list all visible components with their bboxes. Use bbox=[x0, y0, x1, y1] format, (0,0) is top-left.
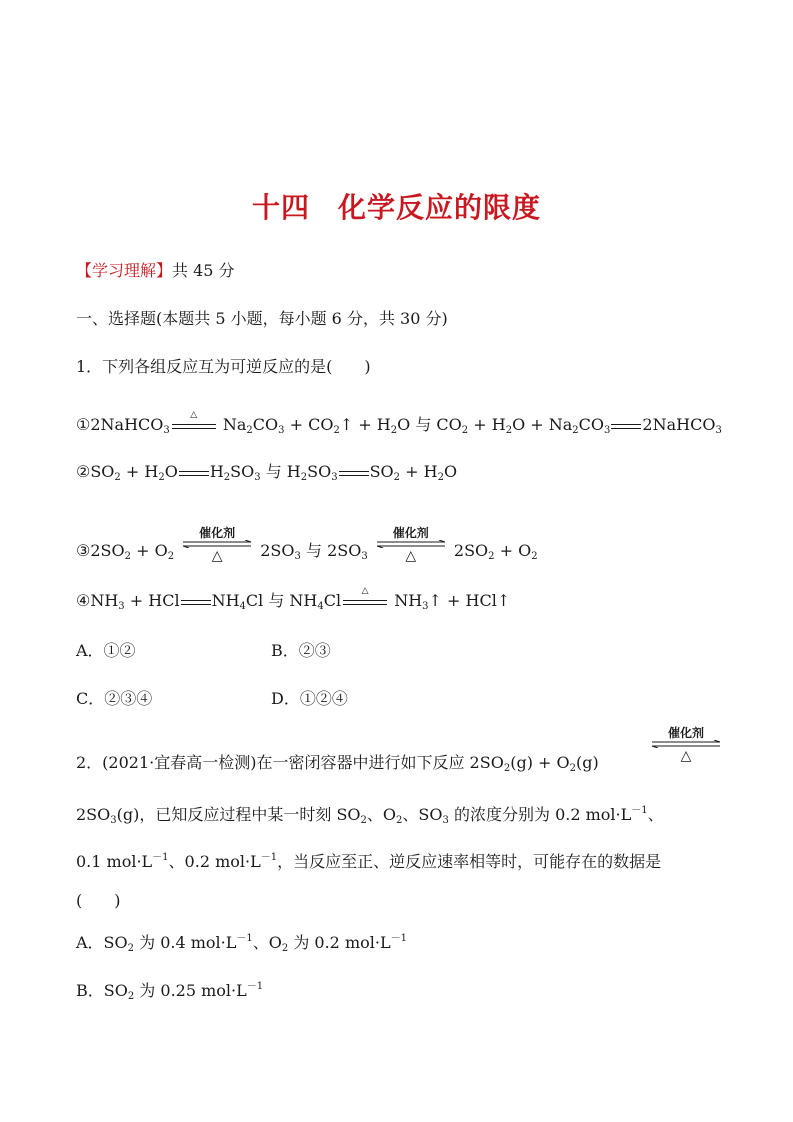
q1-option-b[interactable]: B．②③ bbox=[271, 641, 331, 660]
q2-option-a[interactable]: A．$SO_2$ 为 0.4 $mol\cdot L^{-1}$、$O_2$ 为 0.2 $mol\cdot L^{-1}$ bbox=[76, 933, 407, 954]
section-label: 【学习理解】 bbox=[76, 261, 173, 280]
reversible-catalyst-arrow: 催化剂 △ bbox=[375, 526, 447, 566]
q1-pair-4: $④NH_3$ + HCl $NH_4Cl$ 与 $NH_4Cl$ △ $NH_3↑$ + HCl↑ bbox=[76, 585, 511, 612]
reversible-catalyst-arrow: 催化剂 △ bbox=[181, 526, 253, 566]
part1-heading: 一、选择题(本题共 5 小题，每小题 6 分，共 30 分) bbox=[76, 309, 448, 328]
page-title: 十四 化学反应的限度 bbox=[251, 191, 542, 224]
q1-pair-2: $②SO_2 + H_2O$ $H_2SO_3$ 与 $H_2SO_3$ $SO_2 + H_2O$ bbox=[76, 462, 458, 483]
question-2-line-1: 2．(2021·宜春高一检测)在一密闭容器中进行如下反应 $2SO_2(g) + O_2(g)$ bbox=[76, 753, 599, 774]
q1-option-c[interactable]: C．②③④ bbox=[76, 689, 153, 708]
equals-sign bbox=[339, 466, 369, 480]
equals-sign bbox=[181, 595, 211, 609]
q1-option-d[interactable]: D．①②④ bbox=[271, 689, 348, 708]
section-score: 共 45 分 bbox=[172, 261, 235, 280]
question-1-stem: 1．下列各组反应互为可逆反应的是( ) bbox=[76, 357, 371, 376]
section-header bbox=[76, 260, 235, 282]
q2-reversible-catalyst-arrow: 催化剂 △ bbox=[648, 726, 724, 766]
q1-option-a[interactable]: A．①② bbox=[76, 641, 136, 660]
equals-sign bbox=[611, 419, 641, 433]
heat-equals-sign: △ bbox=[343, 595, 387, 609]
heat-equals-sign: △ bbox=[172, 419, 216, 433]
q1-pair-1: ①2NaHCO$_3$ △ $Na_2CO_3$ + $CO_2↑ + H_2O$ 与 $CO_2 + H_2O + Na_2CO_3$ 2NaHCO$_3$ bbox=[76, 409, 722, 436]
q2-option-b[interactable]: B．$SO_2$ 为 0.25 $mol\cdot L^{-1}$ bbox=[76, 981, 264, 1002]
question-2-line-3: 0.1 $mol\cdot L^{-1}$、0.2 $mol\cdot L^{-1}$，当反应至正、逆反应速率相等时，可能存在的数据是 bbox=[76, 852, 662, 871]
equals-sign bbox=[179, 466, 209, 480]
q1-pair-3: $③2SO_2 + O_2$ 催化剂 △ $2SO_3$ 与 $2SO_3$ 催化剂 △ $2SO_2 + O_2$ bbox=[76, 526, 538, 564]
question-2-answer-blank: ( ) bbox=[76, 891, 121, 910]
question-2-line-2: $2SO_3(g)$，已知反应过程中某一时刻 $SO_2$、$O_2$、$SO_3$ 的浓度分别为 0.2 $mol\cdot L^{-1}$、 bbox=[76, 805, 664, 826]
